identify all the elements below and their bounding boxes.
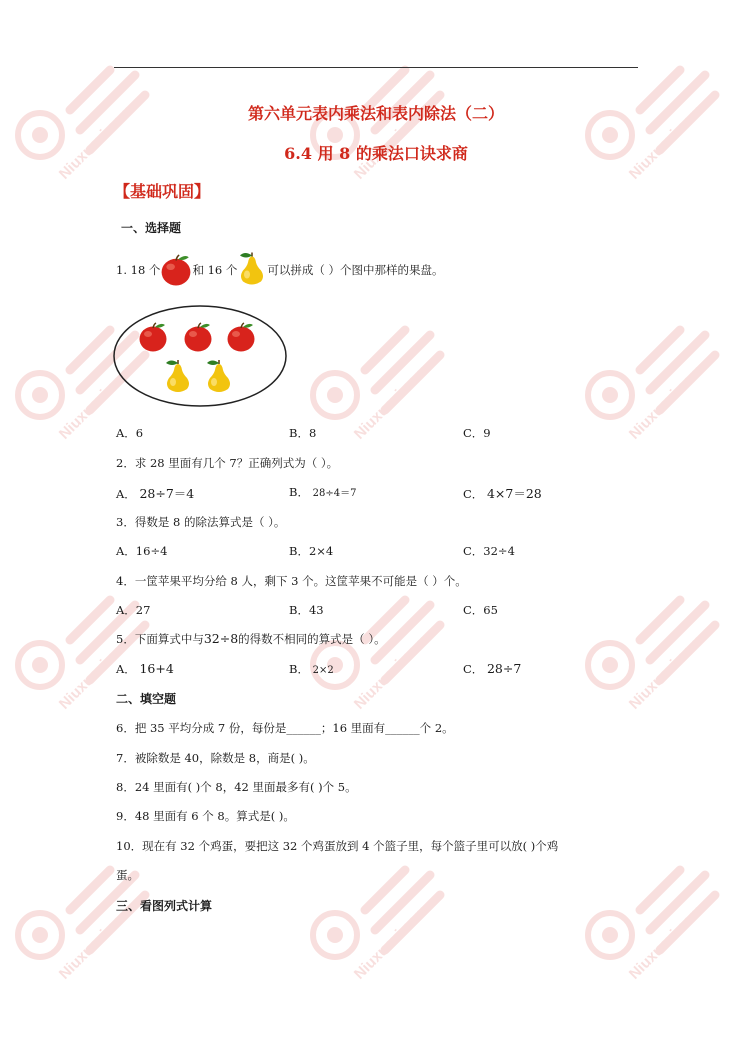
pear-icon	[166, 360, 189, 392]
question-3: 3．得数是 8 的除法算式是（ ）。	[116, 515, 286, 529]
question-7: 7．被除数是 40，除数是 8，商是( )。	[116, 751, 315, 765]
plate-outline	[114, 306, 286, 406]
q1-pre: 18 个	[130, 263, 161, 277]
pear-icon	[207, 360, 230, 392]
q5-expr: 32÷8	[203, 631, 239, 646]
watermark-logo	[10, 840, 160, 990]
page-subtitle: 6.4 用 8 的乘法口诀求商	[284, 144, 468, 163]
watermark-logo	[305, 840, 455, 990]
q2-option-b[interactable]	[289, 484, 356, 500]
question-8: 8．24 里面有( )个 8，42 里面最多有( )个 5。	[116, 780, 357, 794]
question-4: 4．一筐苹果平均分给 8 人，剩下 3 个。这筐苹果不可能是（ ）个。	[116, 574, 467, 588]
q2-option-c[interactable]	[463, 484, 542, 502]
question-10: 10．现在有 32 个鸡蛋，要把这 32 个鸡蛋放到 4 个篮子里，每个篮子里可以放( )个鸡	[116, 839, 559, 853]
apple-icon	[160, 253, 192, 287]
part1-heading: 一、选择题	[121, 221, 182, 235]
q5-pre: 5．下面算式中与	[116, 632, 204, 646]
question-10-cont: 蛋。	[116, 868, 139, 882]
q5-option-c-label: C．	[463, 662, 484, 676]
watermark-logo	[580, 570, 730, 720]
q5-option-b[interactable]	[289, 661, 334, 677]
watermark-logo	[580, 300, 730, 450]
apple-icon	[228, 323, 255, 352]
section-heading: 【基础巩固】	[114, 182, 211, 201]
q2-option-a[interactable]	[116, 484, 194, 502]
q1-option-c[interactable]: C．9	[463, 426, 491, 440]
watermark-logo	[305, 300, 455, 450]
apple-icon	[140, 323, 167, 352]
q1-mid: 和 16 个	[192, 263, 238, 277]
question-9: 9．48 里面有 6 个 8。算式是( )。	[116, 809, 295, 823]
q5-option-c[interactable]	[463, 661, 521, 677]
pear-icon	[237, 251, 267, 289]
question-6: 6．把 35 平均分成 7 份，每份是______；16 里面有______个 2。	[116, 721, 454, 735]
q5-option-b-label: B．	[289, 662, 309, 676]
q5-option-a-label: A．	[116, 662, 136, 676]
watermark-logo	[580, 840, 730, 990]
header-rule	[114, 67, 638, 68]
q5-post: 的得数不相同的算式是（ ）。	[238, 632, 386, 646]
question-2: 2．求 28 里面有几个 7？正确列式为（ ）。	[116, 456, 339, 470]
q1-post: 可以拼成（ ）个图中那样的果盘。	[267, 263, 444, 277]
q1-option-a[interactable]: A．6	[116, 426, 144, 440]
q3-option-b[interactable]: B．2×4	[289, 544, 334, 558]
q4-option-c[interactable]: C．65	[463, 603, 498, 617]
page-title: 第六单元表内乘法和表内除法（二）	[247, 104, 504, 123]
q5-option-c-expr: 28÷7	[486, 661, 522, 676]
q2-option-c-expr: 4×7＝28	[486, 486, 542, 501]
apple-icon	[185, 323, 212, 352]
q2-option-a-expr: 28÷7＝4	[139, 486, 195, 501]
part3-heading: 三、看图列式计算	[116, 899, 213, 913]
part2-heading: 二、填空题	[116, 692, 177, 706]
q1-number: 1.	[116, 263, 127, 277]
question-5	[116, 631, 386, 647]
question-1	[116, 252, 444, 288]
q3-option-c[interactable]: C．32÷4	[463, 544, 515, 558]
q5-option-a-expr: 16+4	[139, 661, 174, 676]
q3-option-a[interactable]: A．16÷4	[116, 544, 168, 558]
fruit-plate-figure	[112, 304, 290, 410]
q4-option-a[interactable]: A．27	[116, 603, 151, 617]
q5-option-b-expr: 2×2	[312, 665, 334, 676]
q2-option-b-label: B．	[289, 485, 309, 499]
q4-option-b[interactable]: B．43	[289, 603, 324, 617]
q1-option-b[interactable]: B．8	[289, 426, 317, 440]
q2-option-b-expr: 28÷4＝7	[312, 488, 357, 499]
q2-option-a-label: A．	[116, 487, 136, 501]
q5-option-a[interactable]	[116, 661, 174, 677]
q2-option-c-label: C．	[463, 487, 484, 501]
